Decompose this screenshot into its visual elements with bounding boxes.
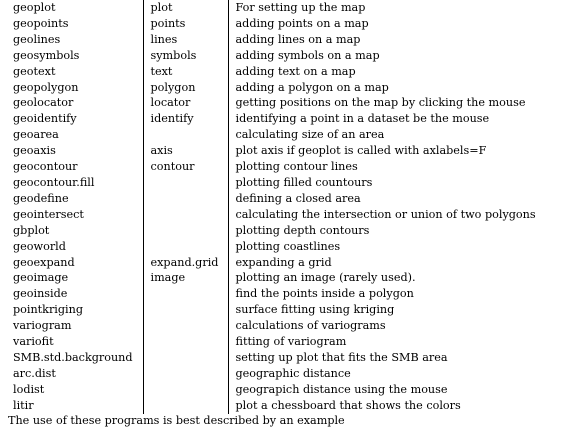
description-cell: getting positions on the map by clicking the mouse [228, 95, 568, 111]
description-cell: adding symbols on a map [228, 48, 568, 64]
function-name-cell: geoidentify [13, 112, 77, 126]
description-cell: plotting contour lines [228, 159, 568, 175]
function-name-cell: geoinside [13, 287, 68, 301]
table-row [0, 95, 568, 111]
description-cell: setting up plot that fits the SMB area [228, 350, 568, 366]
table-row [0, 255, 568, 271]
table-row [0, 398, 568, 414]
short-name-cell [143, 127, 228, 143]
function-name-cell: geodefine [13, 191, 69, 205]
function-name-cell: SMB.std.background [13, 350, 133, 364]
short-name-cell [143, 382, 228, 398]
function-name-cell: geopolygon [13, 80, 79, 94]
short-name-cell [143, 191, 228, 207]
short-name-cell [143, 318, 228, 334]
description-cell: calculations of variograms [228, 318, 568, 334]
table-row [0, 366, 568, 382]
description-cell: find the points inside a polygon [228, 286, 568, 302]
description-cell: plotting coastlines [228, 239, 568, 255]
short-name-cell [143, 366, 228, 382]
table-row [0, 270, 568, 286]
description-cell: calculating the intersection or union of two polygons [228, 207, 568, 223]
function-name-cell: geosymbols [13, 48, 80, 62]
table-row [0, 191, 568, 207]
table-row [0, 207, 568, 223]
table-row [0, 382, 568, 398]
function-name-cell: variofit [13, 335, 54, 349]
short-name-cell [143, 223, 228, 239]
short-name-cell: identify [143, 111, 228, 127]
description-cell: calculating size of an area [228, 127, 568, 143]
function-name-cell: geolines [13, 32, 61, 46]
table-row [0, 334, 568, 350]
table-row [0, 32, 568, 48]
description-cell: fitting of variogram [228, 334, 568, 350]
short-name-cell: plot [143, 0, 228, 16]
short-name-cell: text [143, 64, 228, 80]
function-name-cell: geopoints [13, 16, 69, 30]
function-name-cell: geocontour [13, 160, 78, 174]
description-cell: For setting up the map [228, 0, 568, 16]
description-cell: geographic distance [228, 366, 568, 382]
description-cell: adding points on a map [228, 16, 568, 32]
description-cell: plotting depth contours [228, 223, 568, 239]
short-name-cell: points [143, 16, 228, 32]
function-name-cell: geoexpand [13, 255, 75, 269]
table-row [0, 239, 568, 255]
short-name-cell: axis [143, 143, 228, 159]
function-name-cell: geocontour.fill [13, 175, 95, 189]
table-row [0, 127, 568, 143]
short-name-cell [143, 286, 228, 302]
short-name-cell: expand.grid [143, 255, 228, 271]
function-name-cell: litir [13, 398, 34, 412]
description-cell: adding text on a map [228, 64, 568, 80]
table-row [0, 223, 568, 239]
description-cell: geograpich distance using the mouse [228, 382, 568, 398]
table-row [0, 318, 568, 334]
short-name-cell [143, 302, 228, 318]
table-row [0, 143, 568, 159]
short-name-cell [143, 334, 228, 350]
function-name-cell: pointkriging [13, 303, 83, 317]
table-row [0, 16, 568, 32]
description-cell: surface fitting using kriging [228, 302, 568, 318]
function-name-cell: arc.dist [13, 366, 56, 380]
table-row [0, 286, 568, 302]
short-name-cell: lines [143, 32, 228, 48]
short-name-cell [143, 207, 228, 223]
short-name-cell: symbols [143, 48, 228, 64]
short-name-cell: image [143, 270, 228, 286]
function-name-cell: geointersect [13, 207, 84, 221]
function-name-cell: geoworld [13, 239, 66, 253]
function-name-cell: geotext [13, 64, 56, 78]
description-cell: plot axis if geoplot is called with axlabels=F [228, 143, 568, 159]
function-name-cell: geoimage [13, 271, 69, 285]
short-name-cell: locator [143, 95, 228, 111]
short-name-cell: polygon [143, 80, 228, 96]
short-name-cell [143, 398, 228, 414]
description-cell: plotting filled countours [228, 175, 568, 191]
description-cell: adding lines on a map [228, 32, 568, 48]
function-name-cell: lodist [13, 382, 45, 396]
function-name-cell: variogram [13, 319, 72, 333]
table-row [0, 350, 568, 366]
description-cell: identifying a point in a dataset be the mouse [228, 111, 568, 127]
function-name-cell: geoaxis [13, 144, 56, 158]
function-name-cell: geolocator [13, 96, 74, 110]
table-row [0, 0, 568, 16]
table-row [0, 159, 568, 175]
table-row [0, 111, 568, 127]
table-row [0, 302, 568, 318]
table-row [0, 175, 568, 191]
description-cell: adding a polygon on a map [228, 80, 568, 96]
table-row [0, 48, 568, 64]
function-name-cell: gbplot [13, 223, 50, 237]
short-name-cell [143, 239, 228, 255]
function-name-cell: geoarea [13, 128, 59, 142]
short-name-cell [143, 350, 228, 366]
table-row [0, 80, 568, 96]
function-name-cell: geoplot [13, 1, 56, 14]
footnote-text: The use of these programs is best described by an example [8, 414, 345, 427]
table-row [0, 64, 568, 80]
description-cell: expanding a grid [228, 255, 568, 271]
short-name-cell [143, 175, 228, 191]
description-cell: plotting an image (rarely used). [228, 270, 568, 286]
short-name-cell: contour [143, 159, 228, 175]
description-cell: defining a closed area [228, 191, 568, 207]
description-cell: plot a chessboard that shows the colors [228, 398, 568, 414]
